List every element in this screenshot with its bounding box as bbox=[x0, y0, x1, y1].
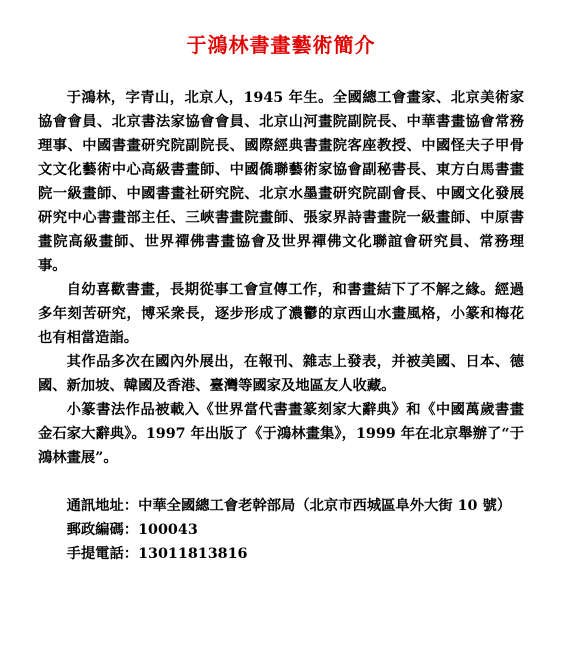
biography-paragraph-2: 自幼喜歡書畫，長期從事工會宣傳工作，和書畫結下了不解之緣。經過多年刻苦研究，博采衆長，逐步形成了濃鬱的京西山水畫風格，小篆和梅花也有相當造詣。 bbox=[38, 282, 524, 346]
biography-paragraph-3: 其作品多次在國內外展出，在報刊、雜志上發表，并被美國、日本、德國、新加坡、韓國及香港、臺灣等國家及地區友人收藏。 bbox=[38, 354, 524, 394]
biography-paragraph-1: 于鴻林，字青山，北京人，1945 年生。全國總工會畫家、北京美術家協會會員、北京書法家協會會員、北京山河畫院副院長、中華書畫協會常務理事、中國書畫研究院副院長、國際經典書畫院客座教授、中國怪夫子甲骨文文化藝術中心高級書畫師、中國僑聯藝術家協會副秘書長、東方白馬書畫院一級畫師、中國書畫社研究院、北京水墨畫研究院副會長、中國文化發展研究中心書畫部主任、三峽書畫院畫師、張家界詩書畫院一級畫師、中原書畫院高級畫師、世界禪佛書畫協會及世界禪佛文化聯誼會研究員、常務理事。 bbox=[38, 90, 524, 274]
contact-phone: 手提電話：13011813816 bbox=[66, 546, 248, 562]
contact-info bbox=[38, 494, 524, 566]
biography-body bbox=[38, 86, 524, 470]
page-title: 于鴻林書畫藝術簡介 bbox=[186, 33, 376, 57]
contact-postcode: 郵政編碼：100043 bbox=[66, 522, 198, 538]
contact-address: 通訊地址：中華全國總工會老幹部局（北京市西城區阜外大街 10 號） bbox=[66, 498, 512, 514]
biography-paragraph-4: 小篆書法作品被載入《世界當代書畫篆刻家大辭典》和《中國萬歲書畫金石家大辭典》。1997 年出版了《于鴻林畫集》，1999 年在北京舉辦了“于鴻林畫展”。 bbox=[38, 402, 524, 466]
